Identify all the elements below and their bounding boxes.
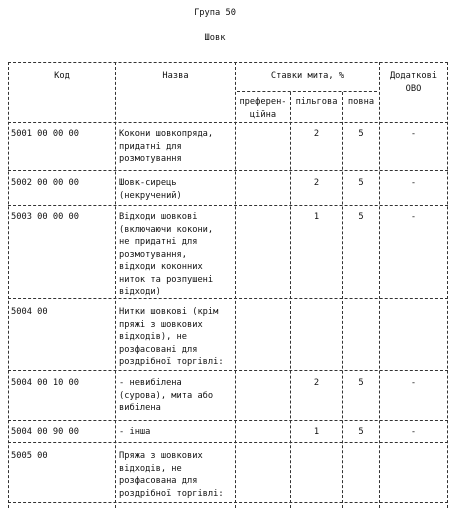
row-code: 5004 00 90 00 — [11, 427, 79, 437]
group-heading: Група 50 — [194, 8, 236, 18]
row-code: 5003 00 00 00 — [11, 212, 79, 222]
row-code: 5004 00 — [11, 307, 48, 317]
row-code: 5005 00 — [11, 451, 48, 461]
row-additional: - — [410, 378, 417, 388]
row-name: Пряжа з шовкових відходів, не розфасована для роздрібної торгівлі: — [119, 451, 224, 499]
row-full: 5 — [358, 212, 364, 222]
row-code: 5001 00 00 00 — [11, 129, 79, 139]
row-privileged: 1 — [313, 427, 320, 437]
header-additional: Додаткові ОВО — [389, 71, 438, 94]
row-separator — [8, 442, 448, 443]
row-name: - інша — [119, 427, 151, 437]
table-top-border — [8, 62, 448, 63]
row-additional: - — [410, 212, 417, 222]
row-privileged: 2 — [313, 378, 320, 388]
rates-subheader-separator — [237, 91, 377, 92]
row-name: Шовк-сирець (некручений) — [119, 178, 182, 201]
header-rates: Ставки мита, % — [270, 71, 345, 81]
row-full: 5 — [358, 129, 364, 139]
column-divider-privileged — [342, 92, 343, 508]
row-separator — [8, 298, 448, 299]
header-separator — [8, 122, 448, 123]
header-full: повна — [347, 97, 375, 107]
row-code: 5004 00 10 00 — [11, 378, 79, 388]
group-subtitle: Шовк — [204, 33, 226, 43]
header-privileged: пільгова — [295, 97, 338, 107]
row-full: 5 — [358, 178, 364, 188]
row-full: 5 — [358, 378, 364, 388]
row-separator — [8, 205, 448, 206]
row-name: Кокони шовкопряда, придатні для розмотування — [119, 129, 214, 164]
header-code: Код — [54, 71, 70, 81]
header-preferential: преферен- ційна — [239, 97, 287, 120]
row-separator — [8, 170, 448, 171]
row-separator — [8, 370, 448, 371]
column-divider-preferential — [290, 92, 291, 508]
row-additional: - — [410, 427, 417, 437]
row-name: Нитки шовкові (крім пряжі з шовкових відходів), не розфасовані для роздрібної торгівлі: — [119, 307, 224, 367]
row-privileged: 2 — [313, 178, 320, 188]
row-separator — [8, 502, 448, 503]
row-name: Відходи шовкові (включаючи кокони, не придатні для розмотування, відходи коконних ниток та розпушені відходи) — [119, 212, 214, 297]
row-code: 5002 00 00 00 — [11, 178, 79, 188]
row-separator — [8, 420, 448, 421]
row-additional: - — [410, 178, 417, 188]
row-name: - невибілена (сурова), мита або вибілена — [119, 378, 214, 413]
row-privileged: 2 — [313, 129, 320, 139]
row-additional: - — [410, 129, 417, 139]
header-name: Назва — [162, 71, 189, 81]
row-privileged: 1 — [313, 212, 320, 222]
row-full: 5 — [358, 427, 364, 437]
